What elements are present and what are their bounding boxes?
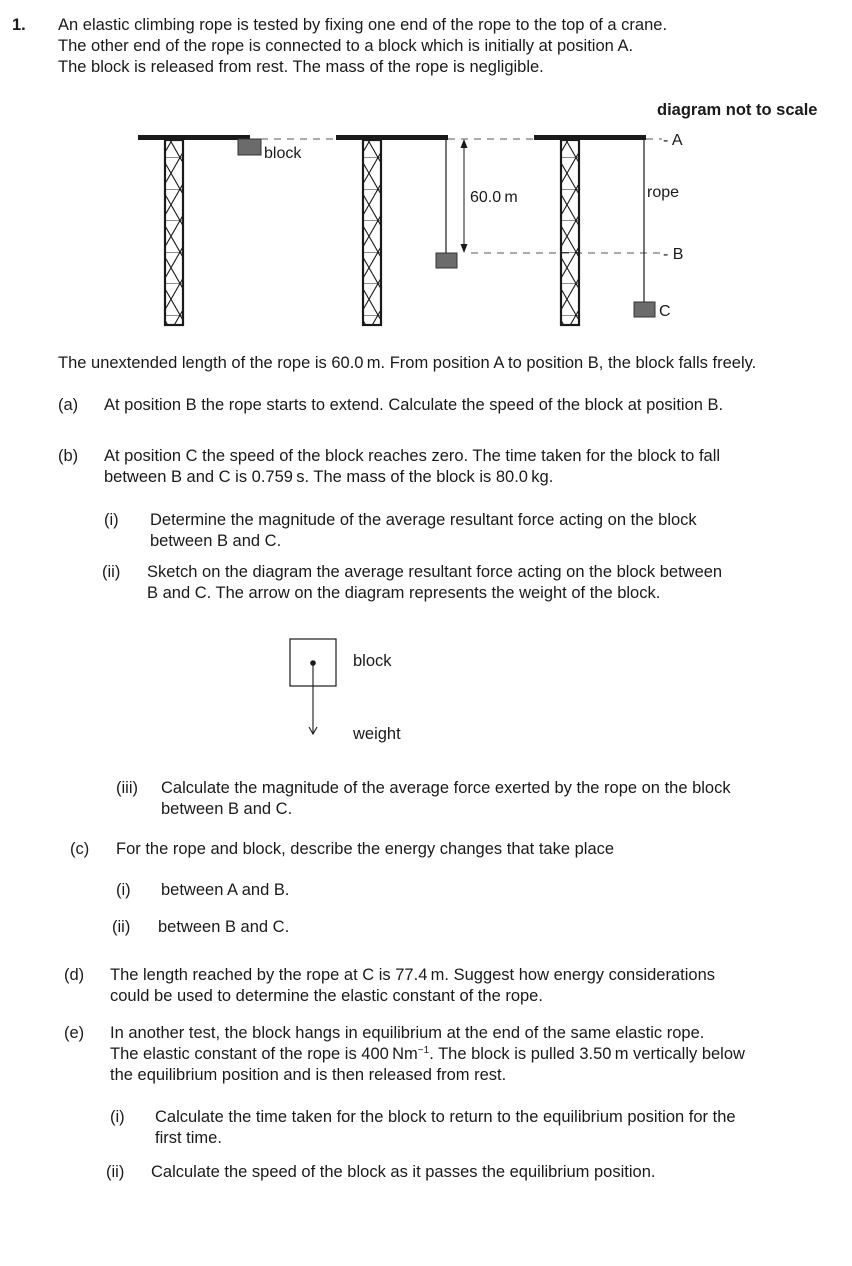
statement-text: The unextended length of the rope is 60.0 m. From position A to position B, the block falls freely. [58,354,757,372]
part-d-label: (d) [64,966,85,984]
part-d-text-1: The length reached by the rope at C is 77.4 m. Suggest how energy considerations [110,966,715,984]
part-b-iii-label: (iii) [116,779,138,797]
part-e-text-3: the equilibrium position and is then released from rest. [110,1066,507,1084]
part-c-text: For the rope and block, describe the energy changes that take place [116,840,615,858]
part-c-label: (c) [70,840,90,858]
intro-line-2: The other end of the rope is connected to a block which is initially at position A. [58,37,634,55]
diagram2-block-label: block [353,652,392,670]
part-b-i-label: (i) [104,511,119,529]
intro-line-3: The block is released from rest. The mass of the rope is negligible. [58,58,544,76]
part-b-i-text-1: Determine the magnitude of the average resultant force acting on the block [150,511,697,529]
part-e-i-label: (i) [110,1108,125,1126]
part-e-text-2a: The elastic constant of the rope is 400 Nm [110,1045,418,1063]
part-c-i-text: between A and B. [161,881,290,899]
rope-label: rope [647,184,680,201]
part-c-ii-text: between B and C. [158,918,290,936]
part-d-text-2: could be used to determine the elastic constant of the rope. [110,987,543,1005]
part-e-ii-label: (ii) [106,1163,125,1181]
part-b-iii-text-2: between B and C. [161,800,293,818]
block-label: block [264,145,302,162]
part-c-i-label: (i) [116,881,131,899]
part-b-text-1: At position C the speed of the block reaches zero. The time taken for the block to fall [104,447,721,465]
part-e-text-1: In another test, the block hangs in equilibrium at the end of the same elastic rope. [110,1024,705,1042]
unit-exponent: −1 [417,1045,430,1056]
diagram2-weight-label: weight [353,725,401,743]
position-a-label: - A [663,132,683,149]
part-e-i-text-2: first time. [155,1129,222,1147]
part-b-text-2: between B and C is 0.759 s. The mass of the block is 80.0 kg. [104,468,554,486]
part-e-label: (e) [64,1024,85,1042]
part-e-i-text-1: Calculate the time taken for the block to return to the equilibrium position for the [155,1108,736,1126]
part-b-ii-label: (ii) [102,563,121,581]
question-number: 1. [12,16,26,34]
part-e-text-2 [110,1044,745,1065]
intro-line-1: An elastic climbing rope is tested by fixing one end of the rope to the top of a crane. [58,16,668,34]
position-c-label: C [659,303,671,320]
part-a-label: (a) [58,396,79,414]
part-a-text: At position B the rope starts to extend. Calculate the speed of the block at position B. [104,396,724,414]
part-b-i-text-2: between B and C. [150,532,282,550]
part-b-iii-text-1: Calculate the magnitude of the average force exerted by the rope on the block [161,779,731,797]
part-b-label: (b) [58,447,79,465]
part-b-ii-text-1: Sketch on the diagram the average resultant force acting on the block between [147,563,723,581]
part-c-ii-label: (ii) [112,918,131,936]
diagram-note: diagram not to scale [657,101,818,119]
part-e-ii-text: Calculate the speed of the block as it passes the equilibrium position. [151,1163,656,1181]
distance-label: 60.0 m [470,189,518,206]
part-e-text-2b: . The block is pulled 3.50 m vertically below [429,1045,745,1063]
position-b-label: - B [663,246,684,263]
part-b-ii-text-2: B and C. The arrow on the diagram represents the weight of the block. [147,584,661,602]
